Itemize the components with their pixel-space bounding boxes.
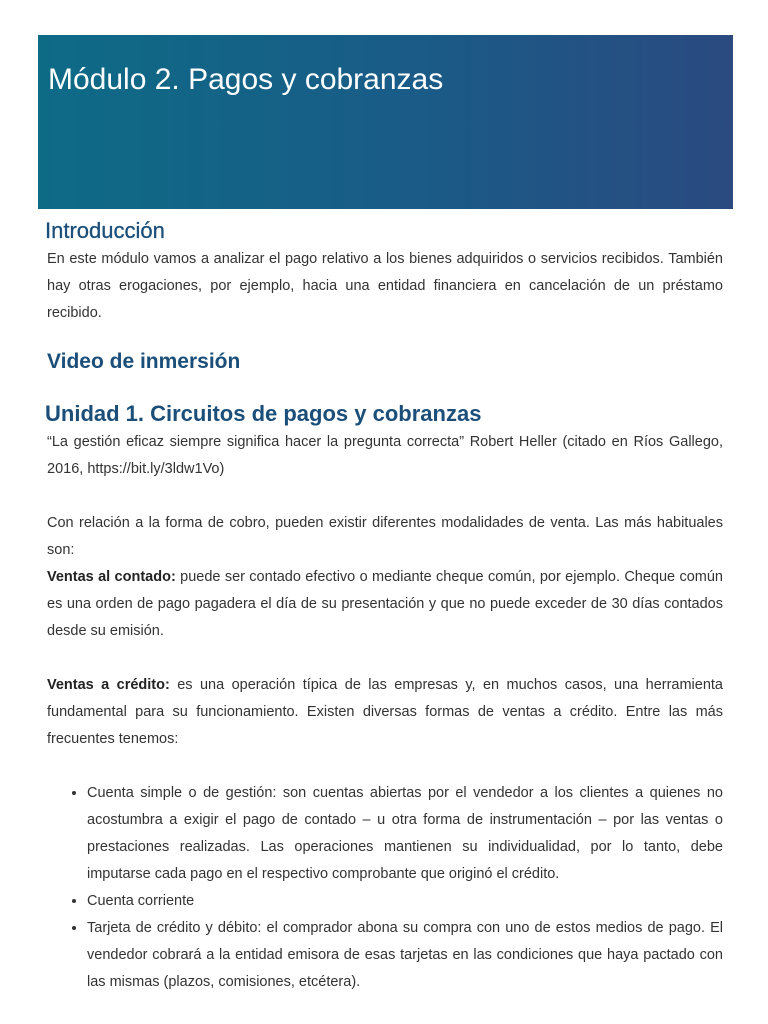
credito-text: es una operación típica de las empresas y, en muchos casos, una herramienta fundamental para su funcionamiento. Existen diversas formas de ventas a crédito. Entre las más frecuentes tenemos: (47, 677, 724, 747)
list-item: • Cuenta corriente (87, 888, 723, 915)
document-body (47, 216, 723, 996)
intro-paragraph: En este módulo vamos a analizar el pago relativo a los bienes adquiridos o servicios recibidos. También hay otras erogaciones, por ejemplo, hacia una entidad financiera en cancelación de un préstamo recibido. (47, 251, 723, 321)
credito-paragraph (47, 672, 723, 753)
credito-label: Ventas a crédito: (47, 677, 170, 693)
contado-text: puede ser contado efectivo o mediante cheque común, por ejemplo. Cheque común es una orden de pago pagadera el día de su presentación y que no puede exceder de 30 días contados desde su emisión. (47, 569, 723, 639)
contado-label: Ventas al contado: (47, 569, 176, 585)
list-item: • Tarjeta de crédito y débito: el comprador abona su compra con uno de estos medios de pago. El vendedor cobrará a la entidad emisora de esas tarjetas en las condiciones que haya pactado con las mismas (plazos, comisiones, etcétera). (87, 915, 723, 996)
unit1-heading: Unidad 1. Circuitos de pagos y cobranzas (45, 401, 482, 426)
modalidades-paragraph: Con relación a la forma de cobro, pueden existir diferentes modalidades de venta. Las más habituales son: (47, 515, 723, 558)
list-item: • Cuenta simple o de gestión: son cuentas abiertas por el vendedor a los clientes a quienes no acostumbra a exigir el pago de contado – u otra forma de instrumentación – por las ventas o prestaciones realizadas. Las operaciones mantienen su individualidad, por lo tanto, debe imputarse cada pago en el respectivo comprobante que originó el crédito. (87, 780, 723, 888)
module-title: Módulo 2. Pagos y cobranzas (48, 63, 444, 96)
contado-paragraph (47, 564, 723, 645)
module-banner (38, 35, 733, 209)
video-heading: Video de inmersión (47, 350, 241, 373)
intro-heading: Introducción (45, 218, 165, 243)
quote-paragraph: “La gestión eficaz siempre significa hacer la pregunta correcta” Robert Heller (citado en Ríos Gallego, 2016, https://bit.ly/3ldw1Vo) (47, 434, 723, 477)
credit-types-list (47, 780, 723, 996)
